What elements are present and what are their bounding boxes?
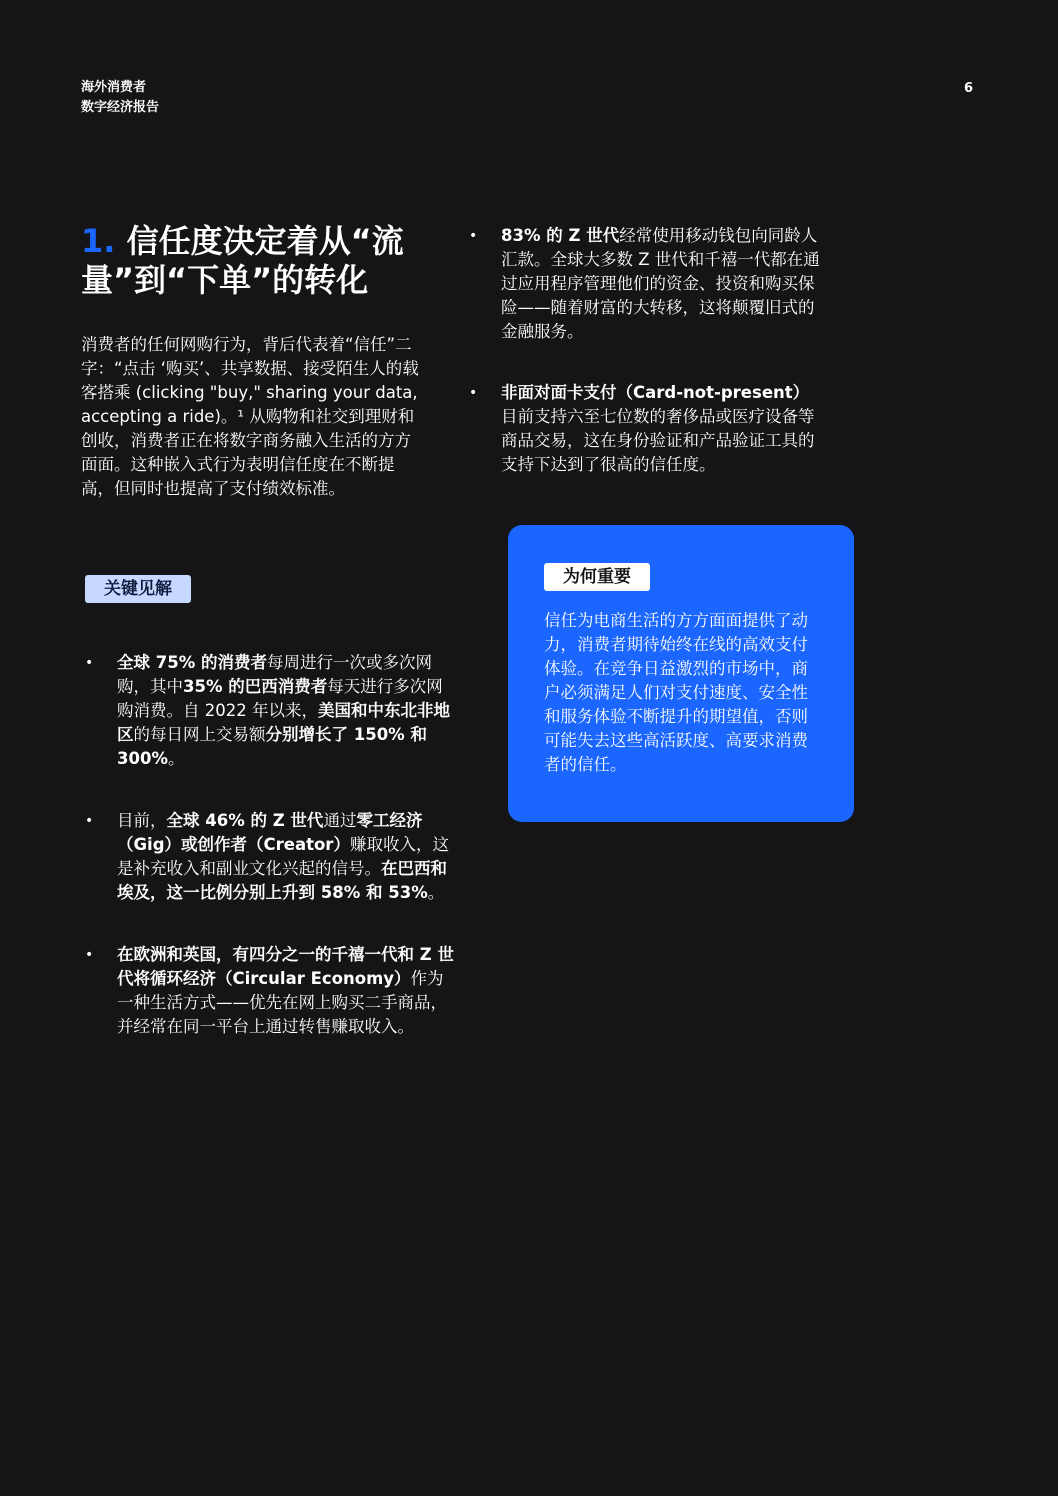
bullet-icon: •	[85, 947, 94, 963]
section-number: 1.	[81, 222, 116, 260]
text: 经常使用移动钱包向同龄人汇款。全球大多数 Z 世代和千禧一代都在通过应用程序管理他们的资金、投资和购买保险——随着财富的大转移，这将颠覆旧式的金融服务。	[501, 226, 820, 341]
bullet-icon: •	[469, 228, 478, 244]
header-line-2: 数字经济报告	[81, 100, 160, 115]
why-it-matters-card	[508, 525, 854, 822]
text: 。	[167, 749, 185, 768]
left-bullet-list	[85, 651, 457, 1077]
bullet-icon: •	[469, 385, 478, 401]
right-bullet-list	[469, 224, 821, 514]
why-it-matters-text: 信任为电商生活的方方面面提供了动力，消费者期待始终在线的高效支付体验。在竞争日益激烈的市场中，商户必须满足人们对支付速度、安全性和服务体验不断提升的期望值，否则可能失去这些高活跃度、高要求消费者的信任。	[544, 611, 808, 774]
bullet-icon: •	[85, 655, 94, 671]
bold-text: 在欧洲和英国，有四分之一的千禧一代和 Z 世代将循环经济（Circular Economy）	[117, 945, 454, 988]
bold-text: 在巴西和埃及，这一比例分别上升到 58% 和 53%	[117, 859, 447, 902]
bold-text: 非面对面卡支付（Card-not-present）	[501, 383, 810, 402]
list-item	[469, 224, 821, 344]
text: 通过	[323, 811, 357, 830]
bold-text: 35% 的巴西消费者	[183, 677, 328, 696]
header-line-1: 海外消费者	[81, 80, 147, 95]
text: 。	[427, 883, 445, 902]
why-it-matters-badge: 为何重要	[544, 563, 650, 591]
text: 每天进行多次网购消费。自 2022 年以来，	[117, 677, 443, 720]
bold-text: 全球 46% 的 Z 世代	[166, 811, 324, 830]
bold-text: 83% 的 Z 世代	[501, 226, 620, 245]
text: 的每日网上交易额	[133, 725, 266, 744]
list-item	[469, 381, 821, 477]
bold-text: 美国和中东北非地区	[117, 701, 450, 744]
text: 目前支持六至七位数的奢侈品或医疗设备等商品交易，这在身份验证和产品验证工具的支持下达到了很高的信任度。	[501, 407, 815, 474]
text: 赚取收入，这是补充收入和副业文化兴起的信号。	[117, 835, 449, 878]
bold-text: 全球 75% 的消费者	[117, 653, 267, 672]
bold-text: 零工经济（Gig）或创作者（Creator）	[117, 811, 423, 854]
section-title	[81, 222, 441, 300]
list-item	[85, 651, 457, 771]
bullet-icon: •	[85, 813, 94, 829]
text: 作为一种生活方式——优先在网上购买二手商品，并经常在同一平台上通过转售赚取收入。	[117, 969, 447, 1036]
key-insights-badge: 关键见解	[85, 575, 191, 603]
text: 目前，	[117, 811, 167, 830]
intro-paragraph: 消费者的任何网购行为，背后代表着“信任”二字：“点击 ‘购买’、共享数据、接受陌生人的载客搭乘 (clicking "buy," sharing your data, accepting a ride)。¹ 从购物和社交到理财和创收，消费者正在将数字商务融入生活的方方面面。这种嵌入式行为表明信任度在不断提高，但同时也提高了支付绩效标准。	[81, 335, 419, 498]
page-number: 6	[964, 81, 974, 96]
list-item	[85, 809, 457, 905]
list-item	[85, 943, 457, 1039]
bold-text: 分别增长了 150% 和 300%	[117, 725, 427, 768]
text: 每周进行一次或多次网购，其中	[117, 653, 432, 696]
report-header	[81, 78, 159, 118]
section-title-text: 信任度决定着从“流量”到“下单”的转化	[81, 222, 404, 299]
